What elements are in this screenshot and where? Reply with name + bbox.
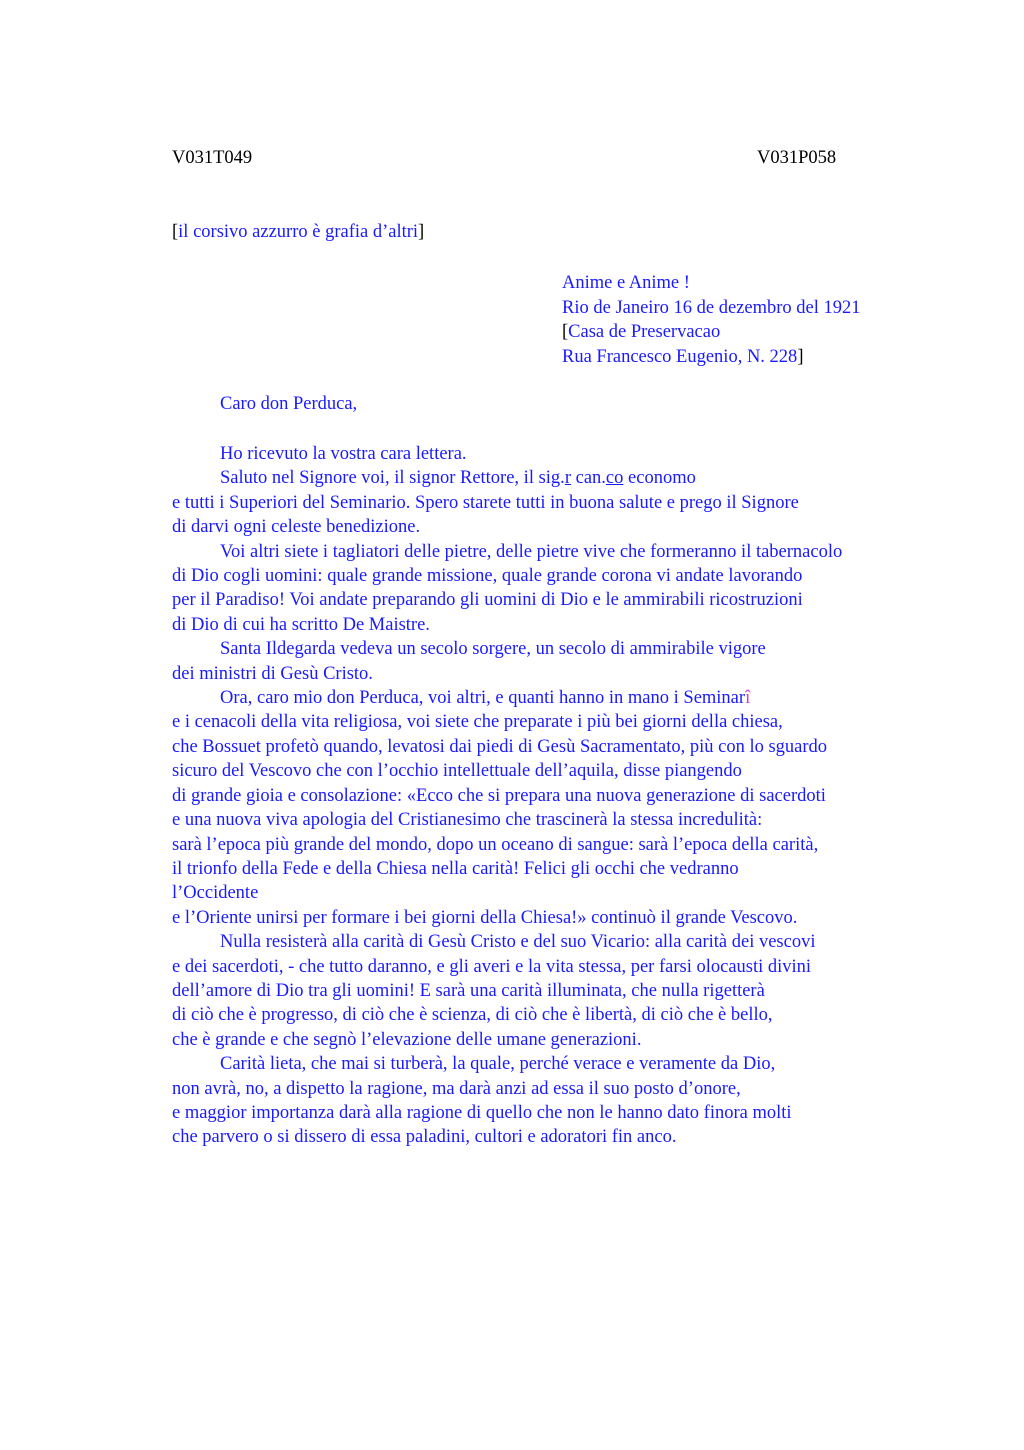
body-line: di Dio di cui ha scritto De Maistre.: [172, 614, 430, 635]
body-line: che Bossuet profetò quando, levatosi dai piedi di Gesù Sacramentato, più con lo sguardo: [172, 736, 828, 757]
letter-address-line1: [562, 320, 860, 345]
address-street: Rua Francesco Eugenio, N. 228: [562, 346, 798, 367]
body-line: sicuro del Vescovo che con l’occhio intellettuale dell’aquila, disse piangendo: [172, 761, 742, 782]
body-line: per il Paradiso! Voi andate preparando gli uomini di Dio e le ammirabili ricostruzioni: [172, 590, 803, 611]
body-line: e i cenacoli della vita religiosa, voi siete che preparate i più bei giorni della chiesa,: [172, 712, 783, 733]
body-line: [172, 686, 972, 710]
greeting-text: Saluto nel Signore voi, il signor Rettore, il sig.: [220, 468, 565, 489]
address-house: Casa de Preservacao: [568, 322, 721, 342]
body-line: e l’Oriente unirsi per formare i bei giorni della Chiesa!» continuò il grande Vescovo.: [172, 907, 798, 928]
body-line: l’Occidente: [172, 883, 259, 904]
greeting-text-2: can.: [570, 468, 606, 489]
body-line: sarà l’epoca più grande del mondo, dopo un oceano di sangue: sarà l’epoca della carità,: [172, 834, 819, 855]
letter-body: [172, 442, 972, 1150]
body-line: e tutti i Superiori del Seminario. Spero starete tutti in buona salute e prego il Signore: [172, 492, 799, 513]
note-text: il corsivo azzurro è grafia d’altri: [178, 222, 419, 242]
body-line: Ho ricevuto la vostra cara lettera.: [220, 444, 467, 464]
document-code-right: V031P058: [757, 148, 837, 168]
greeting-text-3: economo: [623, 468, 696, 489]
body-line: il trionfo della Fede e della Chiesa nella carità! Felici gli occhi che vedranno: [172, 858, 739, 879]
circumflex-i: î: [745, 688, 751, 709]
letter-motto: Anime e Anime !: [562, 273, 690, 293]
note-bracket-open: [: [172, 222, 179, 242]
body-line: e dei sacerdoti, - che tutto daranno, e gli averi e la vita stessa, per farsi olocausti divini: [172, 956, 812, 977]
body-line: e maggior importanza darà alla ragione di quello che non le hanno dato finora molti: [172, 1102, 792, 1123]
body-line: che parvero o si dissero di essa paladini, cultori e adoratori fin anco.: [172, 1127, 677, 1148]
address-bracket-close: ]: [797, 346, 804, 367]
body-line: di darvi ogni celeste benedizione.: [172, 517, 421, 538]
body-line: Nulla resisterà alla carità di Gesù Cristo e del suo Vicario: alla carità dei vescovi: [220, 932, 816, 953]
letter-salutation: Caro don Perduca,: [220, 394, 358, 414]
letter-heading: [562, 271, 860, 369]
address-bracket-open: [: [562, 322, 569, 342]
editorial-note: [172, 222, 424, 243]
letter-address-line2: [562, 345, 860, 370]
body-line: e una nuova viva apologia del Cristianesimo che trascinerà la stessa incredulità:: [172, 810, 763, 831]
body-line: di ciò che è progresso, di ciò che è scienza, di ciò che è libertà, di ciò che è bello,: [172, 1005, 773, 1026]
document-code-left: V031T049: [172, 148, 253, 168]
body-line: Voi altri siete i tagliatori delle pietre, delle pietre vive che formeranno il tabernacolo: [220, 541, 843, 562]
letter-place-date: Rio de Janeiro 16 de dezembro del 1921: [562, 297, 861, 318]
body-line: di Dio cogli uomini: quale grande missione, quale grande corona vi andate lavorando: [172, 566, 803, 587]
body-line: [172, 466, 972, 490]
abbrev-superscript-co: co: [605, 468, 624, 489]
body-line: Carità lieta, che mai si turberà, la quale, perché verace e veramente da Dio,: [220, 1054, 776, 1075]
seminari-text: Ora, caro mio don Perduca, voi altri, e quanti hanno in mano i Seminar: [220, 688, 746, 709]
body-line: Santa Ildegarda vedeva un secolo sorgere, un secolo di ammirabile vigore: [220, 639, 766, 660]
body-line: non avrà, no, a dispetto la ragione, ma darà anzi ad essa il suo posto d’onore,: [172, 1078, 741, 1099]
body-line: dei ministri di Gesù Cristo.: [172, 663, 373, 684]
body-line: di grande gioia e consolazione: «Ecco che si prepara una nuova generazione di sacerdoti: [172, 785, 826, 806]
body-line: dell’amore di Dio tra gli uomini! E sarà una carità illuminata, che nulla rigetterà: [172, 980, 765, 1001]
body-line: che è grande e che segnò l’elevazione delle umane generazioni.: [172, 1029, 642, 1050]
abbrev-superscript-r: r: [564, 468, 571, 489]
note-bracket-close: ]: [418, 222, 425, 242]
